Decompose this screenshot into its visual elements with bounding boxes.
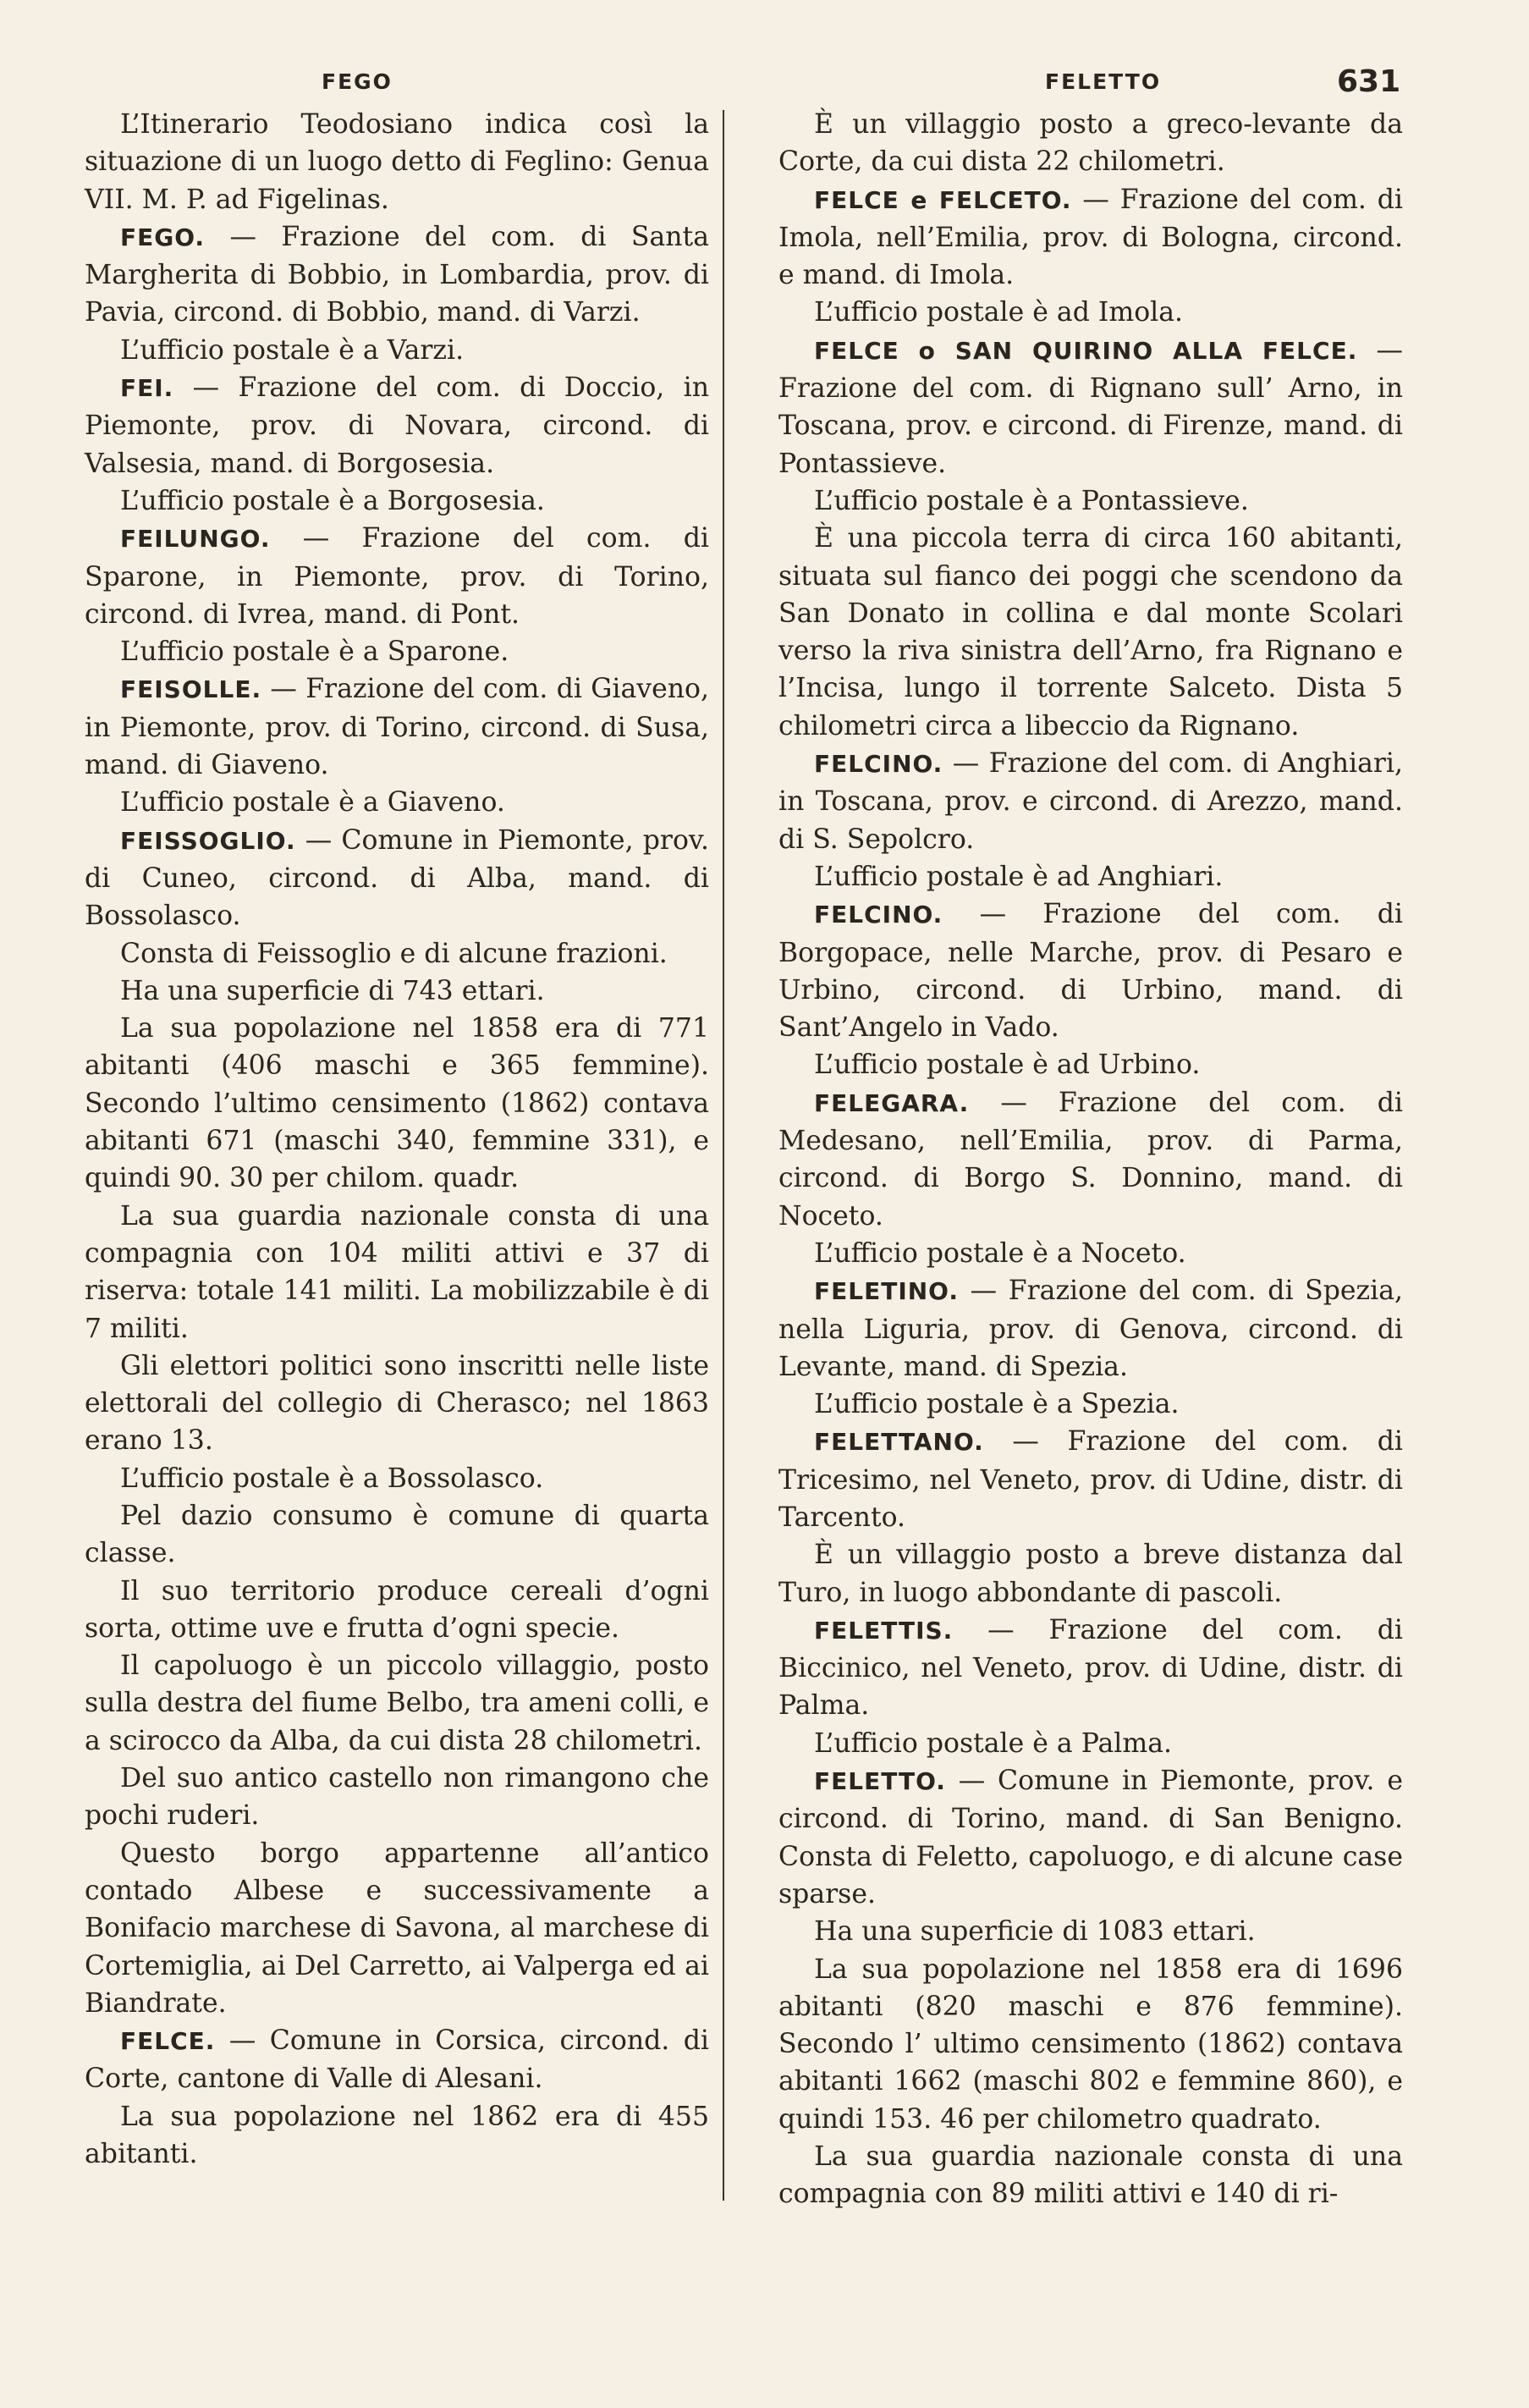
entry-text: L’ufficio postale è a Pontassieve. bbox=[814, 485, 1249, 516]
dictionary-entry bbox=[778, 1423, 1403, 1536]
entry-text: — Frazione del com. di Tricesimo, nel Veneto, prov. di Udine, distr. di Tarcento. bbox=[778, 1426, 1403, 1533]
entry-headword: FELETTIS. bbox=[814, 1616, 954, 1645]
entry-paragraph bbox=[85, 1573, 709, 1648]
dictionary-entry bbox=[778, 1084, 1403, 1235]
entry-paragraph bbox=[85, 1460, 709, 1497]
entry-paragraph bbox=[85, 1647, 709, 1760]
entry-text: La sua guardia nazionale consta di una compagnia con 104 militi attivi e 37 di riserva: totale 141 militi. La mobilizzabile è di 7 militi. bbox=[85, 1200, 709, 1344]
entry-paragraph bbox=[85, 482, 709, 520]
entry-text: Il capoluogo è un piccolo villaggio, posto sulla destra del fiume Belbo, tra ameni colli, e a scirocco da Alba, da cui dista 28 chilometri. bbox=[85, 1650, 709, 1756]
entry-text: La sua popolazione nel 1862 era di 455 abitanti. bbox=[85, 2101, 709, 2170]
entry-headword: FEGO. bbox=[120, 223, 206, 251]
column-divider bbox=[723, 110, 724, 2201]
entry-text: — Comune in Piemonte, prov. di Cuneo, circond. di Alba, mand. di Bossolasco. bbox=[85, 824, 709, 932]
entry-paragraph bbox=[778, 520, 1403, 745]
dictionary-entry bbox=[778, 1762, 1403, 1913]
entry-paragraph bbox=[778, 1913, 1403, 1950]
entry-text: Questo borgo appartenne all’antico contado Albese e successivamente a Bonifacio marchese di Savona, al marchese di Cortemiglia, ai Del Carretto, ai Valperga ed ai Biandrate. bbox=[85, 1838, 709, 2019]
entry-text: Del suo antico castello non rimangono che pochi ruderi. bbox=[85, 1763, 709, 1832]
entry-headword: FELCE. bbox=[120, 2027, 216, 2056]
entry-text: — Frazione del com. di Imola, nell’Emilia, prov. di Bologna, circond. e mand. di Imola. bbox=[778, 184, 1404, 291]
entry-text: L’ufficio postale è a Noceto. bbox=[814, 1237, 1186, 1269]
entry-headword: FELCINO. bbox=[814, 901, 943, 929]
entry-paragraph bbox=[778, 1235, 1403, 1272]
entry-text: La sua guardia nazionale consta di una compagnia con 89 militi attivi e 140 di ri- bbox=[778, 2141, 1403, 2210]
entry-text: L’ufficio postale è a Giaveno. bbox=[120, 787, 505, 818]
entry-text: — Frazione del com. di Anghiari, in Toscana, prov. e circond. di Arezzo, mand. di S. Sepolcro. bbox=[778, 748, 1403, 855]
entry-text: L’ufficio postale è a Varzi. bbox=[120, 334, 465, 366]
entry-paragraph bbox=[85, 1497, 709, 1573]
entry-headword: FELCE e FELCETO. bbox=[814, 185, 1072, 214]
entry-paragraph bbox=[778, 1386, 1403, 1423]
entry-text: Ha una superficie di 1083 ettari. bbox=[814, 1916, 1256, 1948]
entry-text: È un villaggio posto a breve distanza dal Turo, in luogo abbondante di pascoli. bbox=[778, 1540, 1403, 1608]
right-column bbox=[778, 106, 1403, 2213]
entry-text: L’ufficio postale è ad Anghiari. bbox=[814, 861, 1224, 892]
entry-paragraph bbox=[778, 106, 1403, 181]
entry-headword: FELCE o SAN QUIRINO ALLA FELCE. bbox=[814, 336, 1358, 365]
dictionary-entry bbox=[778, 895, 1403, 1046]
entry-paragraph bbox=[778, 482, 1403, 520]
entry-text: — Frazione del com. di Rignano sull’ Arno, in Toscana, prov. e circond. di Firenze, mand. di Pontassieve. bbox=[778, 334, 1403, 479]
entry-text: L’ufficio postale è ad Imola. bbox=[814, 297, 1184, 328]
entry-paragraph bbox=[85, 784, 709, 821]
entry-paragraph bbox=[778, 294, 1403, 331]
entry-text: — Frazione del com. di Biccinico, nel Veneto, prov. di Udine, distr. di Palma. bbox=[778, 1614, 1403, 1722]
entry-text: L’ufficio postale è a Palma. bbox=[814, 1727, 1173, 1759]
dictionary-entry bbox=[85, 670, 709, 784]
entry-text: — Frazione del com. di Spezia, nella Liguria, prov. di Genova, circond. di Levante, mand. di Spezia. bbox=[778, 1276, 1403, 1382]
entry-text: Gli elettori politici sono inscritti nelle liste elettorali del collegio di Cherasco; nel 1863 erano 13. bbox=[85, 1350, 709, 1457]
dictionary-entry bbox=[85, 520, 709, 633]
dictionary-entry bbox=[85, 2022, 709, 2098]
entry-paragraph bbox=[778, 1725, 1403, 1762]
dictionary-entry bbox=[778, 1272, 1403, 1386]
dictionary-entry bbox=[85, 218, 709, 332]
entry-headword: FELETINO. bbox=[814, 1277, 959, 1306]
running-head-left: FEGO bbox=[322, 69, 393, 94]
dictionary-entry bbox=[85, 369, 709, 482]
entry-text: L’Itinerario Teodosiano indica così la situazione di un luogo detto di Feglino: Genua VII. M. P. ad Figelinas. bbox=[85, 109, 709, 215]
entry-headword: FEILUNGO. bbox=[120, 525, 271, 554]
entry-text: La sua popolazione nel 1858 era di 1696 abitanti (820 maschi e 876 femmine). Secondo l’ ultimo censimento (1862) contava abitanti 1662 (maschi 802 e femmine 860), e quindi 153. 46 per chilometro quadrato. bbox=[778, 1953, 1403, 2135]
entry-text: L’ufficio postale è a Spezia. bbox=[814, 1389, 1180, 1420]
entry-paragraph bbox=[85, 106, 709, 218]
entry-headword: FELETTO. bbox=[814, 1767, 946, 1796]
dictionary-entry bbox=[778, 332, 1403, 482]
entry-paragraph bbox=[778, 1951, 1403, 2138]
entry-paragraph bbox=[85, 935, 709, 973]
left-column bbox=[85, 106, 709, 2173]
entry-text: La sua popolazione nel 1858 era di 771 abitanti (406 maschi e 365 femmine). Secondo l’ultimo censimento (1862) contava abitanti 671 (maschi 340, femmine 331), e quindi 90. 30 per chilom. quadr. bbox=[85, 1013, 709, 1194]
entry-headword: FELETTANO. bbox=[814, 1428, 984, 1457]
entry-headword: FELCINO. bbox=[814, 750, 943, 779]
entry-paragraph bbox=[778, 1536, 1403, 1612]
entry-paragraph bbox=[778, 1046, 1403, 1083]
entry-paragraph bbox=[85, 1198, 709, 1347]
entry-paragraph bbox=[85, 1835, 709, 2022]
entry-text: L’ufficio postale è ad Urbino. bbox=[814, 1050, 1201, 1081]
entry-text: Ha una superficie di 743 ettari. bbox=[120, 975, 545, 1006]
entry-text: — Frazione del com. di Borgopace, nelle Marche, prov. di Pesaro e Urbino, circond. di Urbino, mand. di Sant’Angelo in Vado. bbox=[778, 899, 1403, 1044]
entry-text: — Frazione del com. di Medesano, nell’Emilia, prov. di Parma, circond. di Borgo S. Donnino, mand. di Noceto. bbox=[778, 1087, 1403, 1232]
entry-text: — Frazione del com. di Santa Margherita di Bobbio, in Lombardia, prov. di Pavia, circond. di Bobbio, mand. di Varzi. bbox=[85, 221, 709, 328]
entry-text: — Frazione del com. di Giaveno, in Piemonte, prov. di Torino, circond. di Susa, mand. di Giaveno. bbox=[85, 674, 709, 781]
entry-text: — Frazione del com. di Doccio, in Piemonte, prov. di Novara, circond. di Valsesia, mand. di Borgosesia. bbox=[85, 372, 709, 479]
entry-text: È un villaggio posto a greco-levante da Corte, da cui dista 22 chilometri. bbox=[778, 109, 1403, 178]
entry-text: Pel dazio consumo è comune di quarta classe. bbox=[85, 1500, 709, 1569]
entry-paragraph bbox=[778, 2138, 1403, 2213]
dictionary-entry bbox=[85, 822, 709, 935]
entry-paragraph bbox=[85, 633, 709, 670]
entry-text: L’ufficio postale è a Sparone. bbox=[120, 636, 509, 668]
entry-headword: FELEGARA. bbox=[814, 1088, 970, 1117]
entry-text: L’ufficio postale è a Borgosesia. bbox=[120, 485, 545, 516]
dictionary-entry bbox=[778, 745, 1403, 858]
entry-paragraph bbox=[85, 1760, 709, 1835]
dictionary-entry bbox=[778, 181, 1403, 295]
entry-headword: FEISSOGLIO. bbox=[120, 826, 296, 855]
entry-paragraph bbox=[85, 332, 709, 369]
entry-paragraph bbox=[85, 1010, 709, 1197]
entry-text: L’ufficio postale è a Bossolasco. bbox=[120, 1463, 544, 1494]
entry-paragraph bbox=[778, 858, 1403, 895]
entry-paragraph bbox=[85, 2098, 709, 2174]
entry-paragraph bbox=[85, 1347, 709, 1460]
entry-headword: FEISOLLE. bbox=[120, 675, 262, 704]
entry-paragraph bbox=[85, 973, 709, 1010]
entry-text: — Frazione del com. di Sparone, in Piemonte, prov. di Torino, circond. di Ivrea, mand. di Pont. bbox=[85, 523, 709, 630]
dictionary-entry bbox=[778, 1612, 1403, 1725]
entry-text: Consta di Feissoglio e di alcune frazioni. bbox=[120, 938, 668, 969]
entry-headword: FEI. bbox=[120, 374, 174, 403]
entry-text: — Comune in Corsica, circond. di Corte, cantone di Valle di Alesani. bbox=[85, 2025, 709, 2095]
entry-text: — Comune in Piemonte, prov. e circond. di Torino, mand. di San Benigno. Consta di Feletto, capoluogo, e di alcune case sparse. bbox=[778, 1766, 1403, 1909]
page-number: 631 bbox=[1337, 64, 1401, 99]
running-head-right: FELETTO bbox=[1045, 69, 1162, 94]
entry-text: Il suo territorio produce cereali d’ogni sorta, ottime uve e frutta d’ogni specie. bbox=[85, 1575, 709, 1644]
entry-text: È una piccola terra di circa 160 abitanti, situata sul fianco dei poggi che scendono da San Donato in collina e dal monte Scolari verso la riva sinistra dell’Arno, fra Rignano e l’Incisa, lungo il torrente Salceto. Dista 5 chilometri circa a libeccio da Rignano. bbox=[778, 523, 1403, 741]
